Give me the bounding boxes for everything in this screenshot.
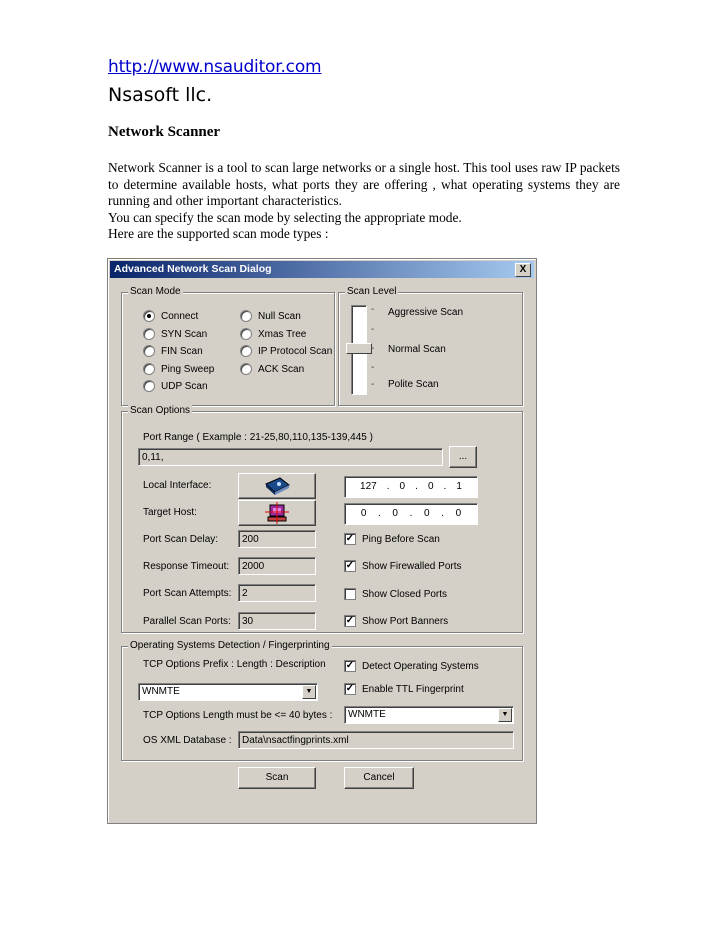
article-body [108,160,620,243]
os-db-label: OS XML Database : [143,735,232,746]
radio-dot [143,310,155,322]
checkbox-box [344,588,356,600]
dropdown-arrow-icon[interactable]: ▼ [498,708,512,722]
tick-mark: - [371,343,375,354]
checkbox-label: Show Firewalled Ports [362,560,462,572]
checkbox-box: ✓ [345,615,355,626]
parallel-scan-ports-input[interactable]: 30 [238,612,316,630]
local-interface-button[interactable] [238,473,316,499]
radio-dot [240,345,252,357]
ip-octet: 0 [424,508,430,519]
combo-value: WNMTE [348,709,386,720]
port-scan-delay-input[interactable]: 200 [238,530,316,548]
target-host-label: Target Host: [143,507,197,518]
ip-octet: 0 [399,481,406,492]
ip-octet: 1 [456,481,462,492]
show-firewalled-ports-checkbox[interactable] [344,560,461,572]
dialog-titlebar [110,261,534,278]
radio-label: Xmas Tree [258,328,307,340]
os-db-input[interactable]: Data\nsactfingprints.xml [238,731,514,749]
port-range-input[interactable]: 0,11, [138,448,443,466]
radio-fin-scan[interactable] [143,345,203,357]
radio-dot [240,363,252,375]
radio-dot [143,328,155,340]
checkbox-box: ✓ [345,533,355,544]
port-range-label: Port Range ( Example : 21-25,80,110,135-139,445 ) [143,432,373,443]
radio-udp-scan[interactable] [143,380,208,392]
ip-octet: 0 [360,508,367,519]
ip-octet: 0 [392,508,398,519]
radio-ip-protocol-scan[interactable] [240,345,332,357]
ip-dot: . [443,481,447,492]
ip-dot: . [415,481,418,492]
cancel-button[interactable]: Cancel [344,767,414,789]
radio-xmas-tree[interactable] [240,328,306,340]
radio-label: SYN Scan [161,328,208,340]
paragraph-types: Here are the supported scan mode types : [108,226,329,241]
target-host-icon [265,502,289,524]
ip-dot: . [409,508,413,519]
radio-label: FIN Scan [161,345,203,357]
local-ip-input[interactable] [344,476,478,498]
ip-dot: . [386,481,390,492]
radio-dot [240,310,252,322]
article-heading: Network Scanner [108,124,221,140]
slider-thumb[interactable] [346,343,375,354]
network-card-icon [262,475,292,497]
show-closed-ports-checkbox[interactable] [344,588,447,600]
radio-dot [240,328,252,340]
checkbox-label: Show Port Banners [362,615,449,627]
scan-mode-title: Scan Mode [130,286,181,297]
tick-mark: - [371,324,375,335]
ip-dot: . [378,508,381,519]
scan-options-title: Scan Options [130,405,191,416]
os-detection-title: Operating Systems Detection / Fingerprinting [130,640,330,651]
radio-ack-scan[interactable] [240,363,304,375]
radio-dot [143,345,155,357]
target-ip-input[interactable] [344,503,478,525]
tick-mark: - [371,379,375,390]
scan-level-title: Scan Level [347,286,397,297]
port-scan-attempts-label: Port Scan Attempts: [143,588,232,599]
detect-os-checkbox[interactable] [344,660,479,672]
radio-label: IP Protocol Scan [258,345,333,357]
checkbox-label: Enable TTL Fingerprint [362,683,464,695]
radio-ping-sweep[interactable] [143,363,214,375]
checkbox-box: ✓ [345,683,355,694]
ip-dot: . [441,508,444,519]
scan-button[interactable]: Scan [238,767,316,789]
tcp-prefix-combo[interactable] [138,683,318,701]
tick-mark: - [371,362,375,373]
radio-label: ACK Scan [258,363,305,375]
radio-connect[interactable] [143,310,198,322]
radio-null-scan[interactable] [240,310,301,322]
radio-label: UDP Scan [161,380,208,392]
checkbox-label: Ping Before Scan [362,533,440,545]
response-timeout-input[interactable]: 2000 [238,557,316,575]
paragraph-mode: You can specify the scan mode by selecting the appropriate mode. [108,209,462,225]
local-interface-label: Local Interface: [143,480,212,491]
tick-mark: - [371,304,375,315]
checkbox-box: ✓ [345,660,355,671]
ip-octet: 0 [427,481,434,492]
checkbox-box: ✓ [345,560,355,571]
close-button[interactable]: X [515,263,531,277]
parallel-scan-ports-label: Parallel Scan Ports: [143,616,231,627]
advanced-scan-dialog [107,258,537,824]
port-scan-delay-label: Port Scan Delay: [143,534,219,545]
level-polite: Polite Scan [388,379,439,390]
ping-before-scan-checkbox[interactable] [344,533,440,545]
port-scan-attempts-input[interactable]: 2 [238,584,316,602]
dropdown-arrow-icon[interactable]: ▼ [302,685,316,699]
website-link[interactable]: http://www.nsauditor.com [108,57,322,77]
company-name: Nsasoft llc. [108,84,213,106]
radio-dot [143,380,155,392]
ip-octet: 127 [360,481,377,492]
level-aggressive: Aggressive Scan [388,307,464,318]
dialog-title: Advanced Network Scan Dialog [114,263,272,275]
radio-dot [143,363,155,375]
target-host-button[interactable] [238,500,316,526]
browse-button[interactable]: ... [449,446,477,468]
enable-ttl-checkbox[interactable] [344,683,464,695]
tcp-prefix-label: TCP Options Prefix : Length : Description [143,659,326,670]
checkbox-label: Show Closed Ports [362,588,448,600]
level-normal: Normal Scan [388,344,446,355]
radio-label: Null Scan [258,310,301,322]
show-port-banners-checkbox[interactable] [344,615,448,627]
combo-value: WNMTE [142,686,180,697]
tcp-length-label: TCP Options Length must be <= 40 bytes : [143,710,333,721]
radio-label: Ping Sweep [161,363,215,375]
checkbox-label: Detect Operating Systems [362,660,479,672]
ip-octet: 0 [455,508,462,519]
paragraph-intro: Network Scanner is a tool to scan large networks or a single host. This tool uses raw IP packets to determine available hosts, what ports they are offering , what operating systems they are running and other important characteristics. [108,160,620,208]
tcp-length-combo[interactable] [344,706,514,724]
radio-label: Connect [161,310,199,322]
response-timeout-label: Response Timeout: [143,561,230,572]
radio-syn-scan[interactable] [143,328,207,340]
